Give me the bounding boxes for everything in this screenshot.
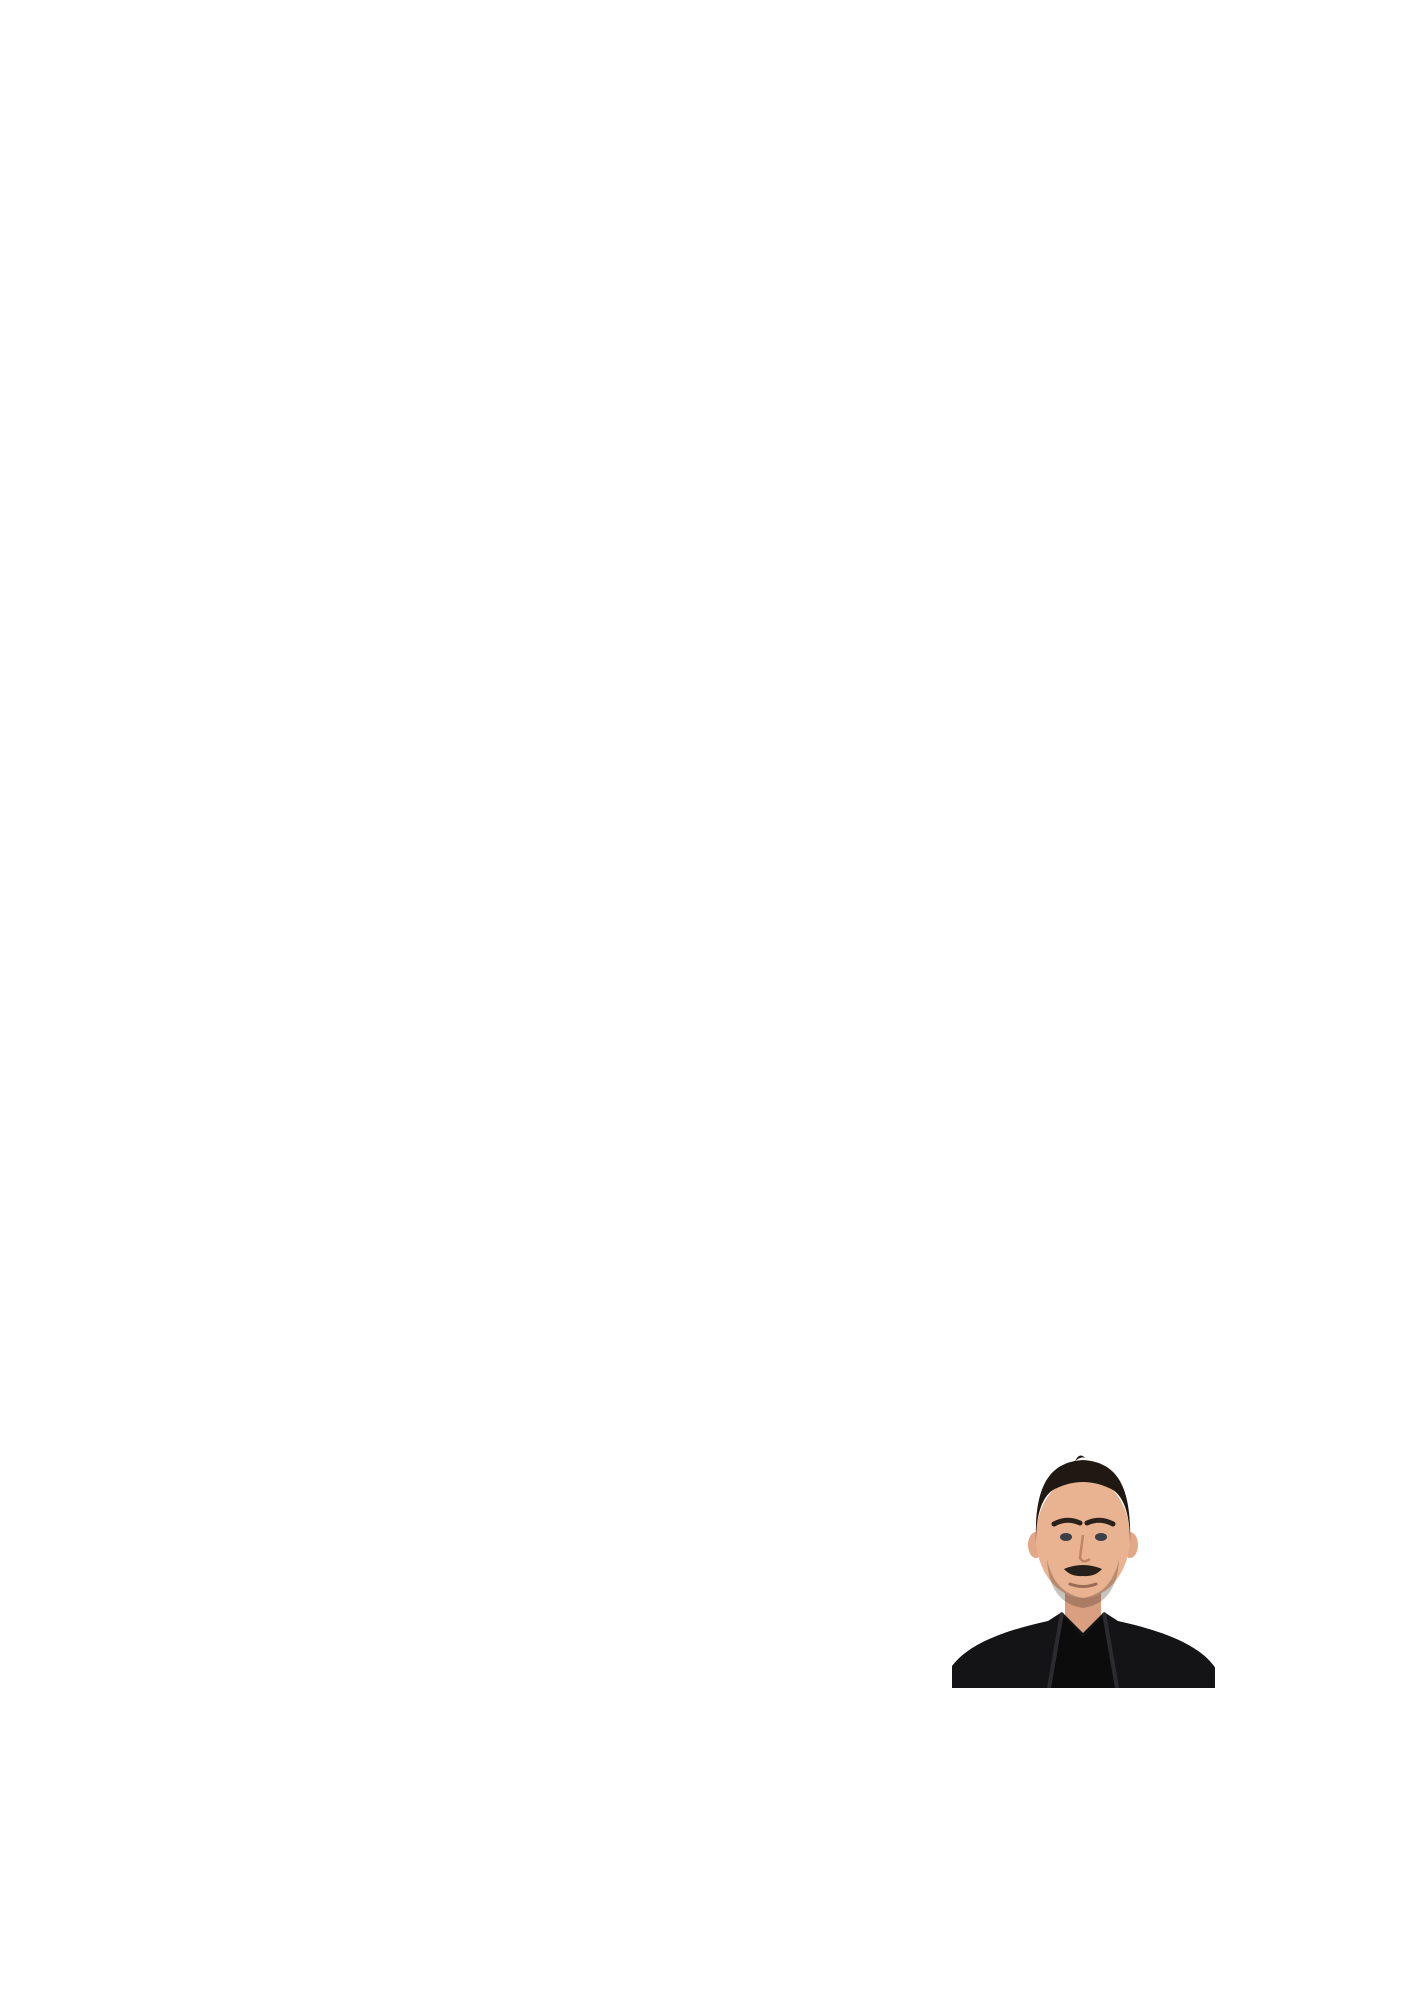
ceo-photo [952, 1437, 1215, 1688]
top-wave-decoration [0, 0, 1414, 345]
letter-body [57, 312, 1357, 364]
signature-script [819, 1704, 1405, 1744]
bottom-wave-decoration [0, 1690, 1414, 2000]
